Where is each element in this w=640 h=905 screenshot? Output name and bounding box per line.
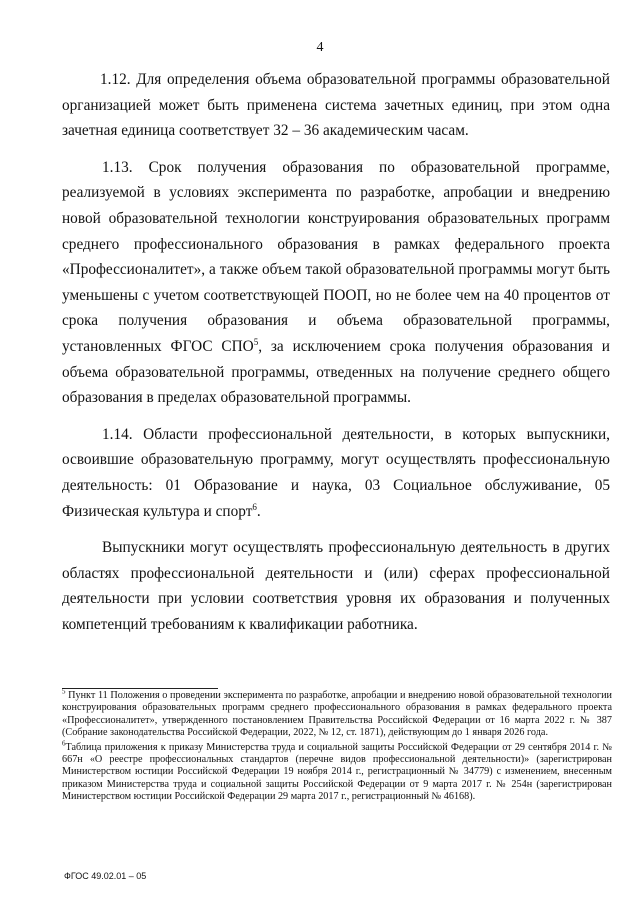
paragraph-text-tail: .	[256, 502, 261, 520]
footnote-marker: 5	[62, 687, 66, 696]
footnote-5	[62, 687, 612, 740]
paragraph-1-13	[62, 155, 610, 411]
document-body	[62, 67, 610, 648]
footnotes	[62, 687, 612, 806]
footnote-6	[62, 739, 612, 804]
paragraph-text: 1.13. Срок получения образования по образовательной программе, реализуемой в условиях эксперимента по разработке, апробации и внедрению новой образовательной технологии конструирования образовательных программ среднего профессионального образования в рамках федерального проекта «Профессионалитет», а также объем такой образовательной программы могут быть уменьшены с учетом соответствующей ПООП, но не более чем на 40 процентов от срока получения образования и объема образовательной программы, установленных ФГОС СПО	[62, 158, 610, 355]
page-number: 4	[316, 40, 324, 55]
page-footer: ФГОС 49.02.01 – 05	[64, 871, 147, 881]
paragraph-1-14	[62, 422, 610, 524]
paragraph-graduates	[62, 535, 610, 637]
paragraph-text: Выпускники могут осуществлять профессиональную деятельность в других областях профессиональной деятельности и (или) сферах профессиональной деятельности при условии соответствия уровня их образования и полученных компетенций требованиям к квалификации работника.	[62, 539, 610, 633]
footnote-text: Таблица приложения к приказу Министерства труда и социальной защиты Российской Федерации от 29 сентября 2014 г. № 667н «О реестре профессиональных стандартов (перечне видов профессиональной деятельности)» (зарегистрирован Министерством юстиции Российской Федерации 19 ноября 2014 г., регистрационный № 34779) с изменением, внесенным приказом Министерства труда и социальной защиты Российской Федерации от 9 марта 2017 г. № 254н (зарегистрирован Министерством юстиции Российской Федерации 29 марта 2017 г., регистрационный № 46168).	[62, 741, 612, 803]
paragraph-text: 1.12. Для определения объема образовательной программы образовательной организацией может быть применена система зачетных единиц, при этом одна зачетная единица соответствует 32 – 36 академическим часам.	[62, 71, 610, 140]
paragraph-text-tail: , за исключением срока получения образования и объема образовательной программы, отведенных на получение среднего общего образования в пределах образовательной программы.	[62, 337, 610, 407]
footnote-marker: 6	[62, 739, 66, 748]
footnote-text: Пункт 11 Положения о проведении эксперимента по разработке, апробации и внедрению новой образовательной технологии конструирования образовательных программ среднего профессионального образования в рамках федерального проекта «Профессионалитет», утвержденного постановлением Правительства Российской Федерации от 16 марта 2022 г. № 387 (Собрание законодательства Российской Федерации, 2022, № 12, ст. 1871), действующим до 1 января 2026 года.	[62, 690, 612, 739]
footnote-ref-6[interactable]: 6	[252, 501, 257, 512]
paragraph-1-12	[62, 67, 610, 144]
footnote-ref-5[interactable]: 5	[253, 336, 259, 347]
footnote-separator	[62, 688, 218, 689]
paragraph-text: 1.14. Области профессиональной деятельности, в которых выпускники, освоившие образовательную программу, могут осуществлять профессиональную деятельность: 01 Образование и наука, 03 Социальное обслуживание, 05 Физическая культура и спорт	[62, 425, 610, 520]
